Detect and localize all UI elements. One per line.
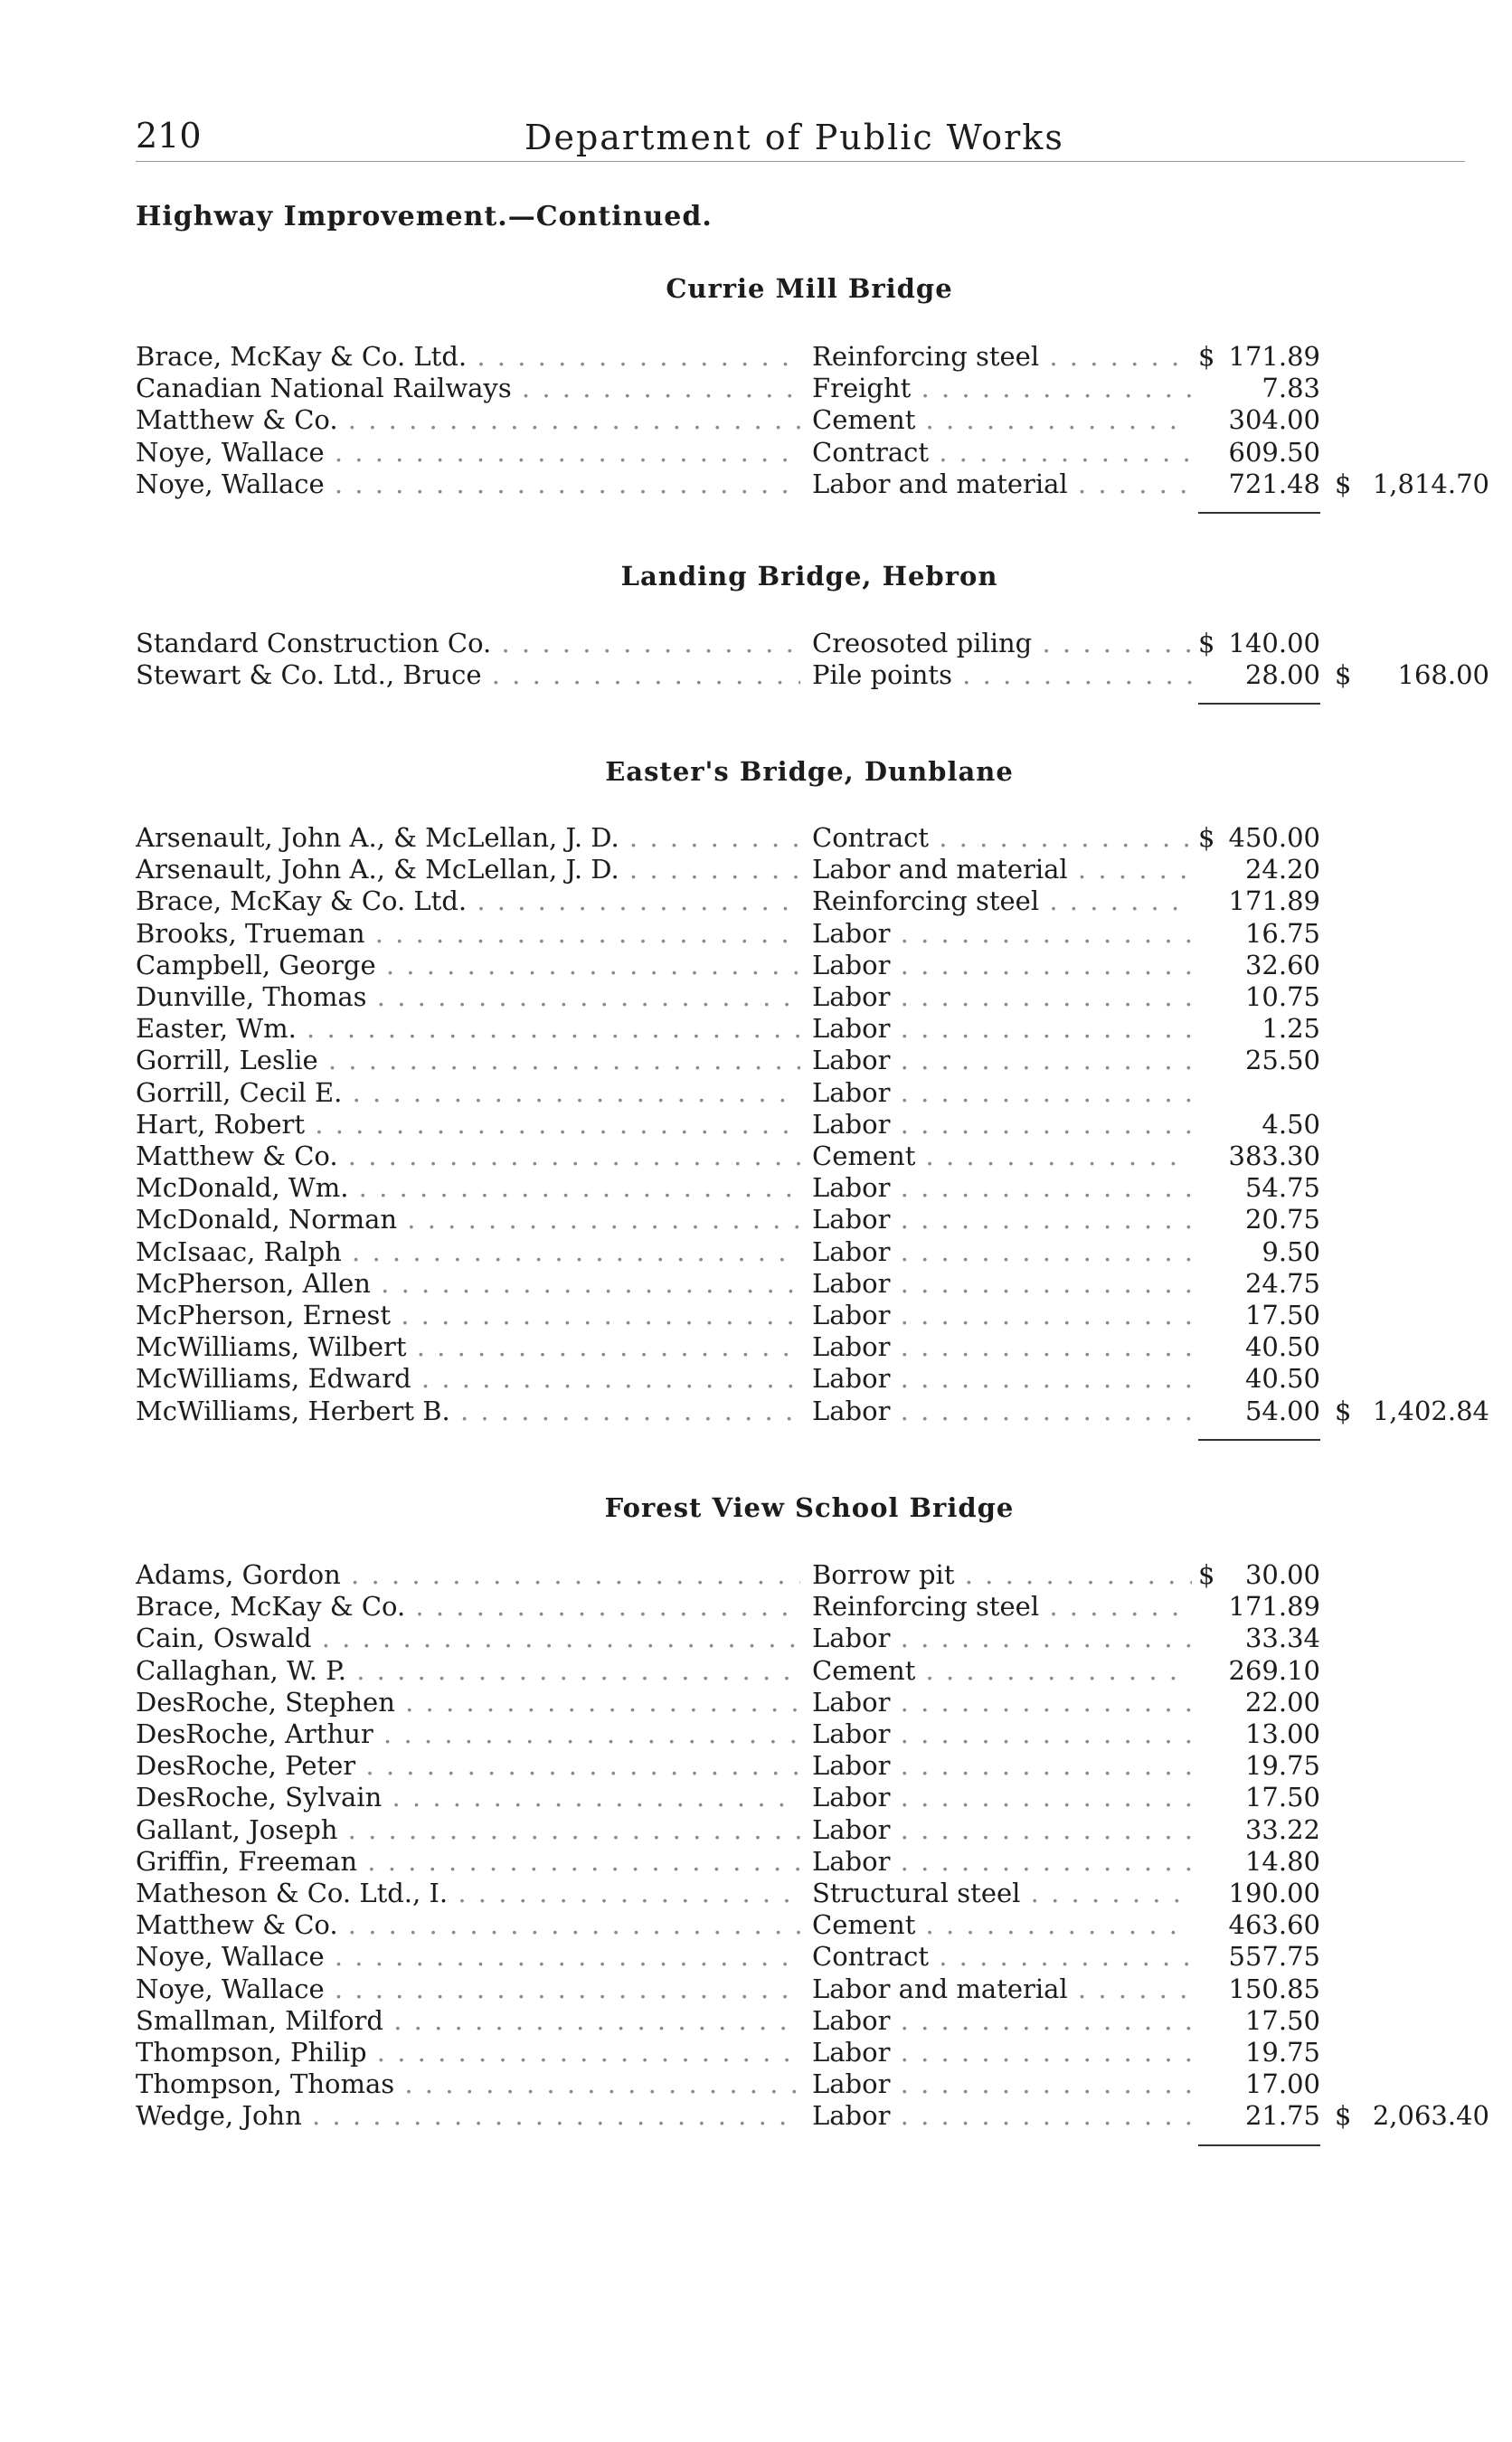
entry-description: Freight . . . [812, 372, 1192, 404]
entry-name: Brooks, Trueman . . . [136, 917, 800, 950]
entry-name: Thompson, Thomas . . . [136, 2068, 800, 2100]
total-dollar-sign: $ [1335, 468, 1352, 499]
entry-name: DesRoche, Arthur . . . [136, 1718, 800, 1750]
amount-dollar-sign: $ [1198, 822, 1215, 853]
entry-description: Borrow pit . . . [812, 1558, 1192, 1591]
entry-amount: 25.50 [1244, 1045, 1320, 1076]
entry-name: Gallant, Joseph . . . [136, 1813, 800, 1846]
entry-description: Cement . . . [812, 1140, 1192, 1172]
entry-name: Callaghan, W. P. . . . [136, 1654, 800, 1687]
entry-description: Contract . . . [812, 436, 1192, 469]
entry-amount: 20.75 [1244, 1204, 1320, 1235]
page-number: 210 [136, 116, 202, 156]
table-row [0, 917, 1512, 950]
table-row [0, 821, 1512, 854]
entry-name: DesRoche, Peter . . . [136, 1749, 800, 1782]
section-heading: Highway Improvement.—Continued. [136, 201, 713, 232]
table-row [0, 1044, 1512, 1076]
table-row [0, 2068, 1512, 2100]
entry-name: Thompson, Philip . . . [136, 2036, 800, 2068]
table-row [0, 853, 1512, 885]
entry-description: Labor . . . [812, 1330, 1192, 1363]
entry-name: Noye, Wallace . . . [136, 436, 800, 469]
entry-name: McWilliams, Edward . . . [136, 1362, 800, 1395]
table-row [0, 1395, 1512, 1427]
entry-amount: 17.50 [1244, 1300, 1320, 1330]
entry-name: Matthew & Co. . . . [136, 1908, 800, 1941]
entry-description: Labor . . . [812, 1362, 1192, 1395]
entry-description: Labor . . . [812, 1813, 1192, 1846]
entry-name: Noye, Wallace . . . [136, 1973, 800, 2005]
entry-description: Pile points . . . [812, 658, 1192, 691]
table-row [0, 468, 1512, 500]
table-row [0, 1590, 1512, 1623]
entry-description: Reinforcing steel . . . [812, 340, 1192, 373]
table-row [0, 1973, 1512, 2005]
entry-description: Labor . . . [812, 2004, 1192, 2037]
entry-description: Labor . . . [812, 1781, 1192, 1813]
entry-description: Labor . . . [812, 2068, 1192, 2100]
table-row [0, 2099, 1512, 2132]
entry-amount: 269.10 [1228, 1654, 1320, 1686]
table-row [0, 1845, 1512, 1878]
entry-description: Labor . . . [812, 917, 1192, 950]
entry-amount: 40.50 [1244, 1331, 1320, 1363]
entry-description: Reinforcing steel . . . [812, 885, 1192, 917]
section-total: 168.00 [1397, 659, 1489, 691]
table-row [0, 1235, 1512, 1268]
sum-rule [1198, 703, 1320, 705]
table-row [0, 1686, 1512, 1718]
amount-dollar-sign: $ [1198, 341, 1215, 372]
table-row [0, 1076, 1512, 1109]
entry-name: Cain, Oswald . . . [136, 1622, 800, 1654]
entry-amount: 24.75 [1244, 1267, 1320, 1299]
entry-description: Cement . . . [812, 403, 1192, 436]
entry-amount: 463.60 [1228, 1909, 1320, 1941]
entry-amount: 33.34 [1244, 1623, 1320, 1654]
entry-amount: 1.25 [1262, 1013, 1320, 1045]
amount-dollar-sign: $ [1198, 628, 1215, 658]
table-row [0, 1299, 1512, 1331]
entry-name: Griffin, Freeman . . . [136, 1845, 800, 1878]
entry-amount: 33.22 [1244, 1813, 1320, 1845]
section-total: 1,402.84 [1372, 1395, 1489, 1426]
entry-description: Contract . . . [812, 821, 1192, 854]
entry-description: Labor and material . . . [812, 468, 1192, 500]
total-dollar-sign: $ [1335, 659, 1352, 691]
entry-amount: 17.50 [1244, 1782, 1320, 1813]
entry-amount: 609.50 [1228, 436, 1320, 468]
entry-amount: 17.50 [1244, 2004, 1320, 2036]
table-row [0, 1171, 1512, 1204]
entry-amount: 721.48 [1228, 468, 1320, 499]
table-row [0, 1718, 1512, 1750]
entry-amount: 19.75 [1244, 1750, 1320, 1782]
entry-name: Dunville, Thomas . . . [136, 980, 800, 1013]
entry-name: McDonald, Wm. . . . [136, 1171, 800, 1204]
entry-name: Hart, Robert . . . [136, 1108, 800, 1141]
table-row [0, 372, 1512, 404]
section-title: Forest View School Bridge [604, 1492, 1015, 1523]
table-row [0, 1330, 1512, 1363]
entry-name: Brace, McKay & Co. Ltd. . . . [136, 340, 800, 373]
entry-description: Labor . . . [812, 1108, 1192, 1141]
entry-description: Labor . . . [812, 2036, 1192, 2068]
entry-name: Standard Construction Co. . . . [136, 627, 800, 659]
entry-amount: 19.75 [1244, 2037, 1320, 2068]
entry-description: Contract . . . [812, 1940, 1192, 1973]
table-row [0, 1012, 1512, 1045]
entry-amount: 140.00 [1228, 628, 1320, 658]
total-dollar-sign: $ [1335, 2100, 1352, 2132]
section-title: Easter's Bridge, Dunblane [605, 756, 1014, 787]
table-row [0, 1140, 1512, 1172]
table-row [0, 1362, 1512, 1395]
table-row [0, 885, 1512, 917]
total-dollar-sign: $ [1335, 1395, 1352, 1426]
entry-name: Canadian National Railways . . . [136, 372, 800, 404]
entry-name: Arsenault, John A., & McLellan, J. D. . . . [136, 821, 800, 854]
entry-description: Labor . . . [812, 1686, 1192, 1718]
entry-name: McPherson, Ernest . . . [136, 1299, 800, 1331]
entry-amount: 13.00 [1244, 1718, 1320, 1749]
entry-name: McWilliams, Wilbert . . . [136, 1330, 800, 1363]
entry-description: Structural steel . . . [812, 1877, 1192, 1909]
table-row [0, 1781, 1512, 1813]
entry-description: Labor . . . [812, 1622, 1192, 1654]
entry-amount: 54.00 [1244, 1395, 1320, 1426]
entry-name: McDonald, Norman . . . [136, 1203, 800, 1235]
sum-rule [1198, 512, 1320, 514]
entry-amount: 14.80 [1244, 1845, 1320, 1877]
table-row [0, 1908, 1512, 1941]
entry-name: Brace, McKay & Co. Ltd. . . . [136, 885, 800, 917]
entry-description: Labor and material . . . [812, 1973, 1192, 2005]
entry-description: Labor . . . [812, 980, 1192, 1013]
table-row [0, 1813, 1512, 1846]
entry-description: Labor . . . [812, 1171, 1192, 1204]
entry-name: Easter, Wm. . . . [136, 1012, 800, 1045]
table-row [0, 2004, 1512, 2037]
entry-amount: 9.50 [1262, 1235, 1320, 1267]
page-header [136, 116, 1465, 170]
amount-dollar-sign: $ [1198, 1559, 1215, 1590]
entry-name: Matheson & Co. Ltd., I. . . . [136, 1877, 800, 1909]
table-row [0, 658, 1512, 691]
entry-amount: 10.75 [1244, 981, 1320, 1012]
entry-name: Gorrill, Cecil E. . . . [136, 1076, 800, 1109]
entry-name: Smallman, Milford . . . [136, 2004, 800, 2037]
entry-name: Matthew & Co. . . . [136, 403, 800, 436]
section-title: Landing Bridge, Hebron [620, 561, 998, 592]
entry-amount: 17.00 [1244, 2068, 1320, 2100]
entry-amount: 30.00 [1244, 1559, 1320, 1590]
entry-amount: 190.00 [1228, 1878, 1320, 1908]
table-row [0, 340, 1512, 373]
sum-rule [1198, 1439, 1320, 1441]
entry-name: Gorrill, Leslie . . . [136, 1044, 800, 1076]
header-rule [136, 161, 1465, 162]
entry-description: Labor . . . [812, 1395, 1192, 1427]
table-row [0, 1877, 1512, 1909]
entry-amount: 24.20 [1244, 854, 1320, 885]
entry-description: Cement . . . [812, 1908, 1192, 1941]
entry-amount: 21.75 [1244, 2100, 1320, 2132]
entry-amount: 304.00 [1228, 404, 1320, 436]
sum-rule [1198, 2144, 1320, 2146]
entry-name: Wedge, John . . . [136, 2099, 800, 2132]
entry-amount: 32.60 [1244, 949, 1320, 980]
entry-description: Labor . . . [812, 1267, 1192, 1300]
entry-description: Labor . . . [812, 1299, 1192, 1331]
table-row [0, 1267, 1512, 1300]
entry-name: McPherson, Allen . . . [136, 1267, 800, 1300]
entry-amount: 171.89 [1228, 885, 1320, 917]
entry-amount: 54.75 [1244, 1172, 1320, 1204]
entry-name: Adams, Gordon . . . [136, 1558, 800, 1591]
table-row [0, 1940, 1512, 1973]
entry-amount: 28.00 [1244, 659, 1320, 691]
entry-amount: 150.85 [1228, 1973, 1320, 2004]
entry-description: Reinforcing steel . . . [812, 1590, 1192, 1623]
entry-description: Labor . . . [812, 949, 1192, 981]
entry-amount: 4.50 [1262, 1108, 1320, 1140]
table-row [0, 980, 1512, 1013]
entry-amount: 16.75 [1244, 917, 1320, 949]
section-title: Currie Mill Bridge [666, 273, 953, 304]
entry-amount: 171.89 [1228, 1591, 1320, 1623]
table-row [0, 1558, 1512, 1591]
entry-description: Cement . . . [812, 1654, 1192, 1687]
entry-name: Matthew & Co. . . . [136, 1140, 800, 1172]
entry-description: Creosoted piling . . . [812, 627, 1192, 659]
entry-description: Labor . . . [812, 1845, 1192, 1878]
table-row [0, 436, 1512, 469]
table-row [0, 627, 1512, 659]
table-row [0, 1203, 1512, 1235]
entry-name: DesRoche, Stephen . . . [136, 1686, 800, 1718]
entry-name: McWilliams, Herbert B. . . . [136, 1395, 800, 1427]
table-row [0, 2036, 1512, 2068]
entry-description: Labor . . . [812, 1235, 1192, 1268]
table-row [0, 949, 1512, 981]
entry-description: Labor . . . [812, 1044, 1192, 1076]
table-row [0, 1654, 1512, 1687]
entry-description: Labor . . . [812, 1749, 1192, 1782]
entry-name: Noye, Wallace . . . [136, 468, 800, 500]
entry-amount: 171.89 [1228, 341, 1320, 372]
entry-amount: 557.75 [1228, 1941, 1320, 1973]
entry-name: Campbell, George . . . [136, 949, 800, 981]
table-row [0, 1622, 1512, 1654]
entry-amount: 40.50 [1244, 1363, 1320, 1395]
entry-description: Labor . . . [812, 2099, 1192, 2132]
entry-description: Labor . . . [812, 1718, 1192, 1750]
entry-amount: 383.30 [1228, 1141, 1320, 1171]
entry-amount: 450.00 [1228, 822, 1320, 853]
entry-name: Stewart & Co. Ltd., Bruce . . . [136, 658, 800, 691]
table-row [0, 1749, 1512, 1782]
entry-name: Brace, McKay & Co. . . . [136, 1590, 800, 1623]
entry-description: Labor . . . [812, 1012, 1192, 1045]
entry-name: DesRoche, Sylvain . . . [136, 1781, 800, 1813]
table-row [0, 1108, 1512, 1141]
entry-amount: 7.83 [1262, 373, 1320, 404]
entry-description: Labor . . . [812, 1203, 1192, 1235]
table-row [0, 403, 1512, 436]
entry-name: McIsaac, Ralph . . . [136, 1235, 800, 1268]
section-total: 2,063.40 [1372, 2100, 1489, 2132]
section-total: 1,814.70 [1372, 468, 1489, 499]
entry-amount: 22.00 [1244, 1686, 1320, 1718]
entry-name: Noye, Wallace . . . [136, 1940, 800, 1973]
entry-description: Labor and material . . . [812, 853, 1192, 885]
entry-description: Labor . . . [812, 1076, 1192, 1109]
entry-name: Arsenault, John A., & McLellan, J. D. . . . [136, 853, 800, 885]
running-title: Department of Public Works [524, 118, 1064, 157]
